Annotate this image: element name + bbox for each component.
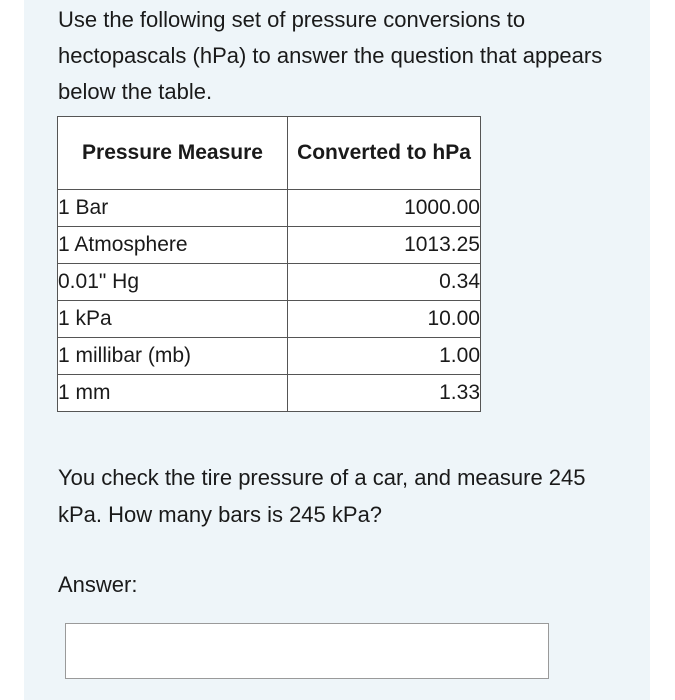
answer-input[interactable] xyxy=(65,623,549,679)
table-row xyxy=(58,190,481,227)
table-header-row xyxy=(58,117,481,190)
value-cell: 1000.00 xyxy=(288,190,481,227)
value-cell: 1013.25 xyxy=(288,227,481,264)
conversion-table xyxy=(57,116,481,412)
table-row xyxy=(58,301,481,338)
value-cell: 1.00 xyxy=(288,338,481,375)
question-text: You check the tire pressure of a car, and measure 245 kPa. How many bars is 245 kPa? xyxy=(58,465,586,527)
table-row xyxy=(58,227,481,264)
measure-cell: 1 Bar xyxy=(58,190,288,227)
measure-cell: 0.01" Hg xyxy=(58,264,288,301)
table-row xyxy=(58,375,481,412)
measure-cell: 1 millibar (mb) xyxy=(58,338,288,375)
answer-label: Answer: xyxy=(58,572,138,597)
measure-cell: 1 kPa xyxy=(58,301,288,338)
header-pressure-measure: Pressure Measure xyxy=(58,117,288,190)
table-row xyxy=(58,338,481,375)
value-cell: 1.33 xyxy=(288,375,481,412)
value-cell: 10.00 xyxy=(288,301,481,338)
table-row xyxy=(58,264,481,301)
measure-cell: 1 mm xyxy=(58,375,288,412)
intro-text: Use the following set of pressure conversions to hectopascals (hPa) to answer the question that appears below the table. xyxy=(58,7,603,104)
measure-cell: 1 Atmosphere xyxy=(58,227,288,264)
question-panel xyxy=(24,0,650,700)
value-cell: 0.34 xyxy=(288,264,481,301)
header-converted-to-hpa: Converted to hPa xyxy=(288,117,481,190)
